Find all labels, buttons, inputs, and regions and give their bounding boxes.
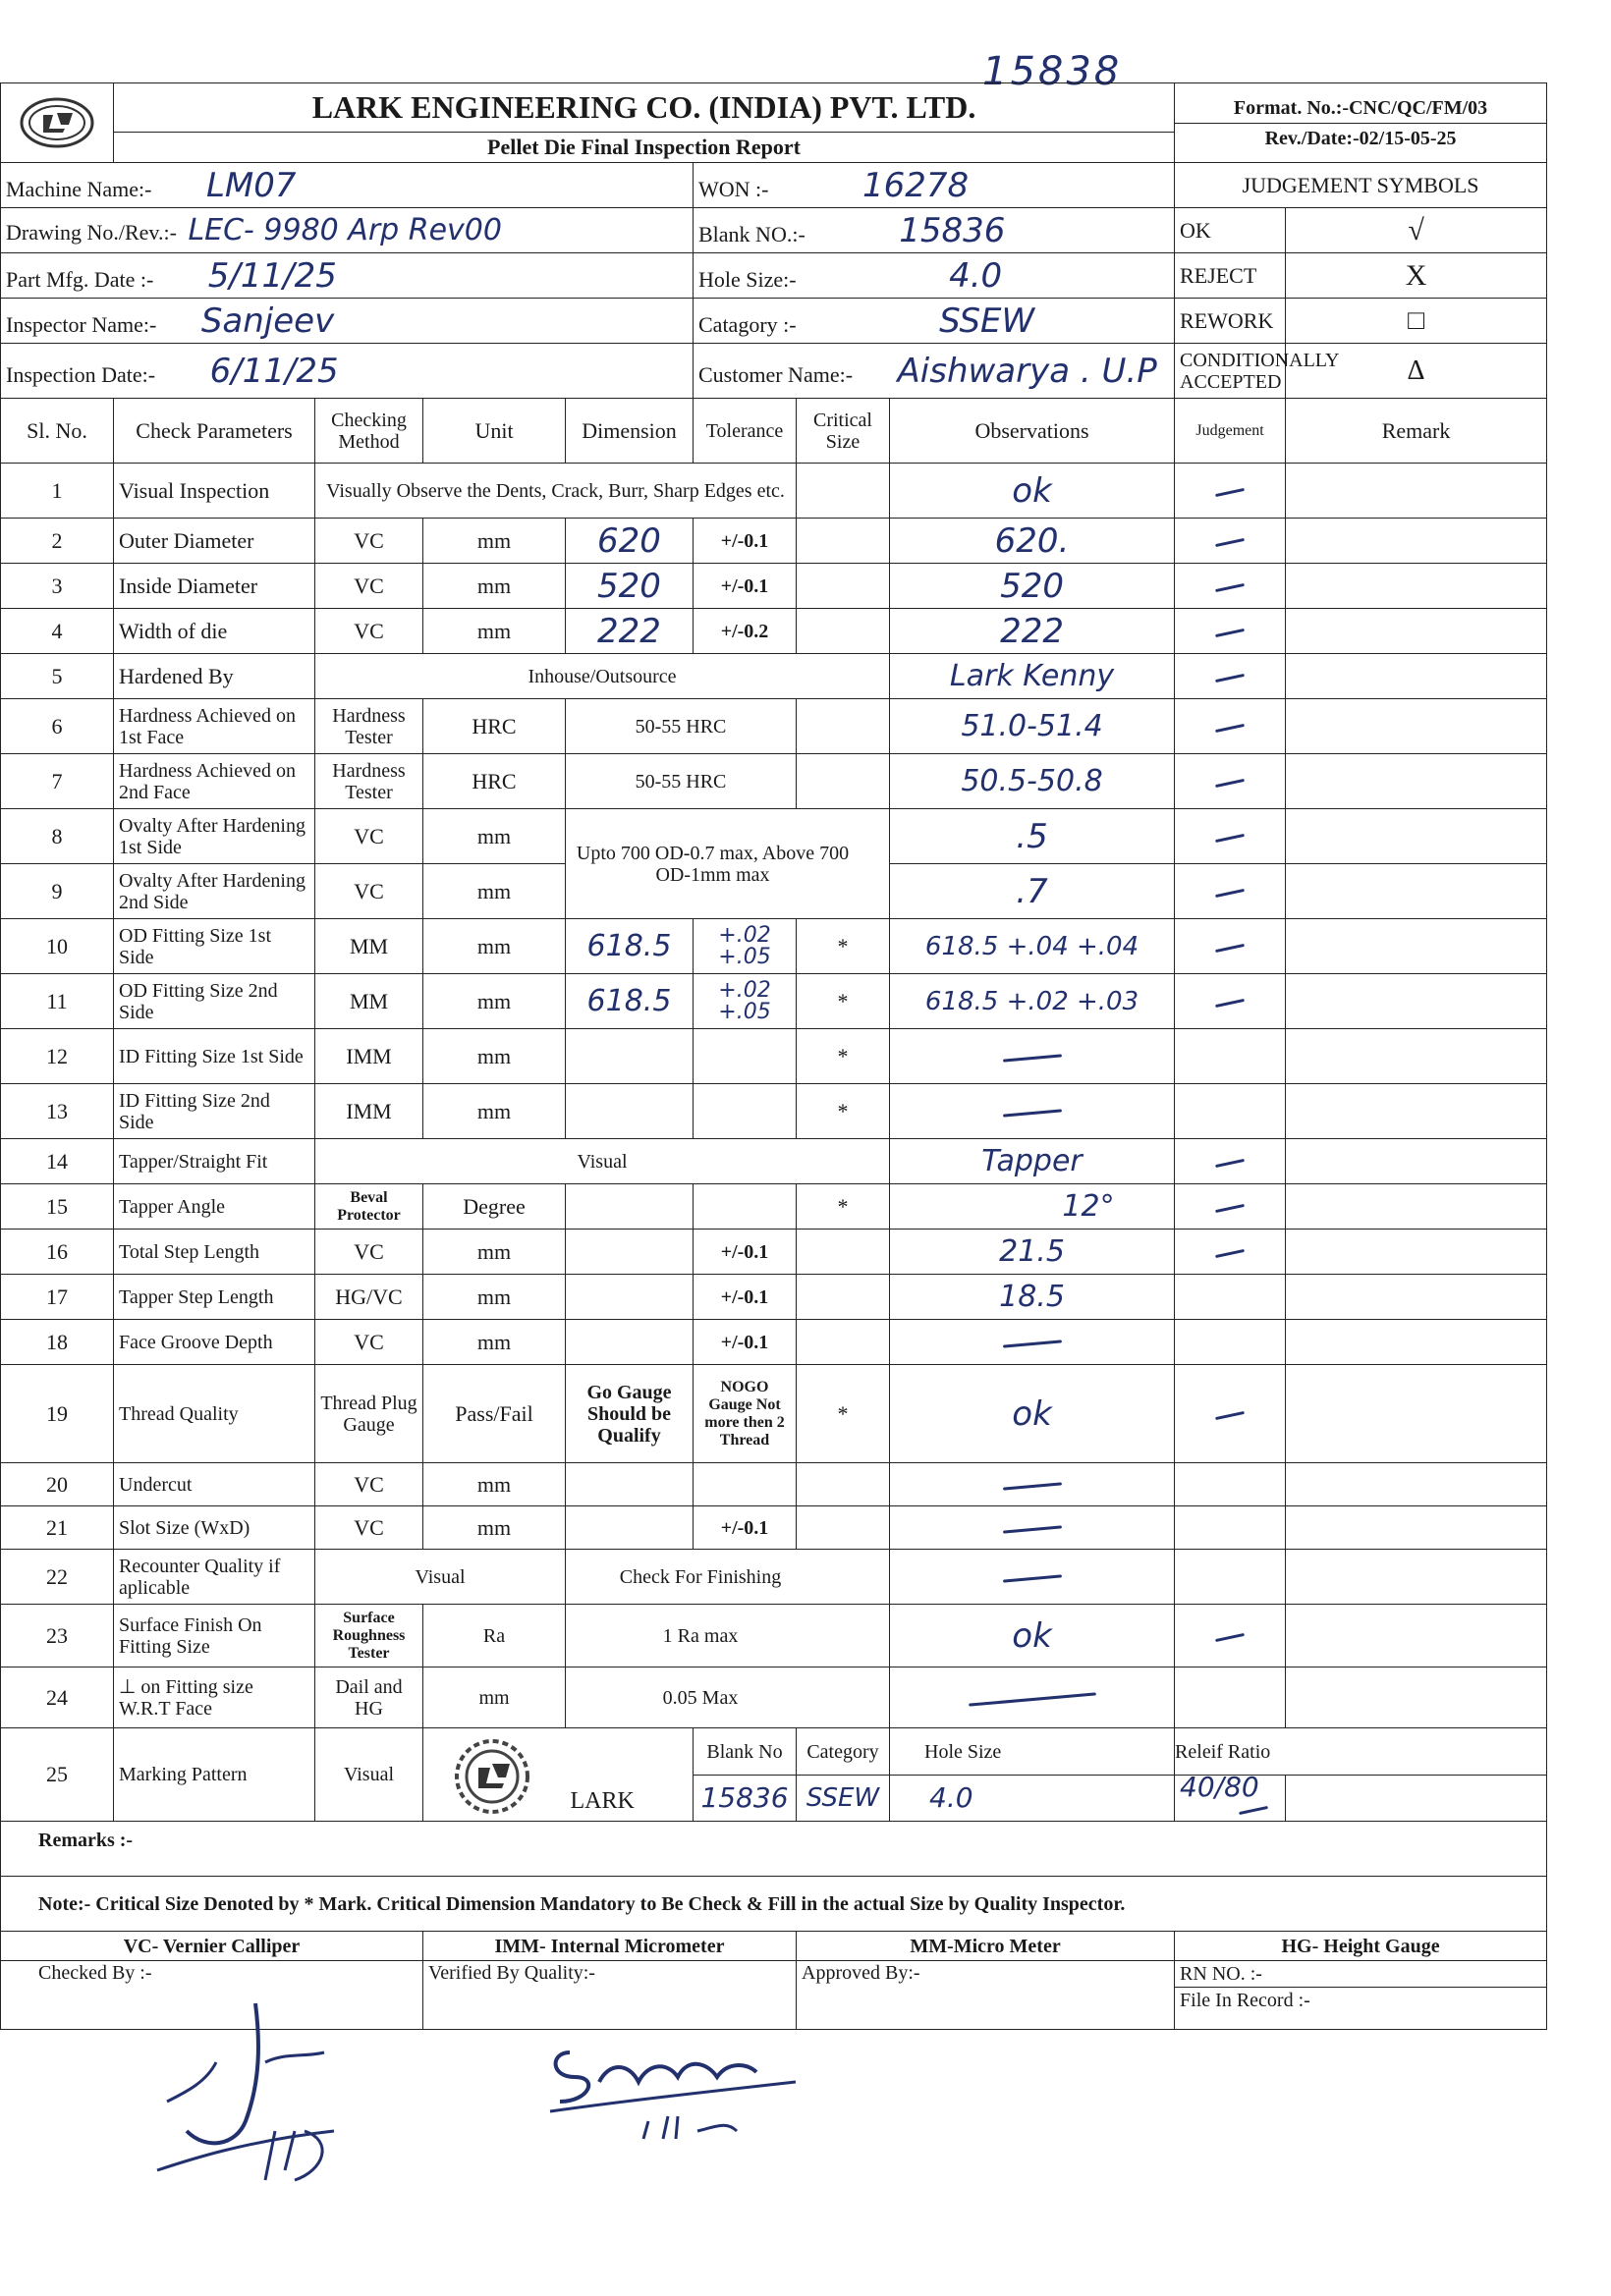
checked-by-signature (147, 1984, 344, 2200)
row-method: Hardness Tester (315, 754, 423, 809)
row-method: MM (315, 974, 423, 1029)
row-observation: .5 (890, 809, 1175, 864)
table-row (1, 1667, 1547, 1728)
row-sl: 1 (1, 464, 114, 519)
row-method: Visual (315, 1728, 423, 1822)
row-sl: 7 (1, 754, 114, 809)
checked-by-label: Checked By :- (1, 1961, 423, 2030)
row-sl: 18 (1, 1320, 114, 1365)
judgement-tick-icon (1215, 779, 1245, 788)
row-method: MM (315, 919, 423, 974)
row-sl: 25 (1, 1728, 114, 1822)
table-row (1, 1084, 1547, 1139)
judgement-tick-icon (1215, 1249, 1245, 1258)
row-unit: mm (423, 809, 566, 864)
not-applicable-dash (1002, 1054, 1061, 1062)
row-observation: Tapper (890, 1139, 1175, 1184)
tolerance-upper: +.02 (718, 977, 771, 1003)
row-observation: Lark Kenny (890, 654, 1175, 699)
tolerance-lower: +.05 (718, 944, 771, 969)
blank-no-value: 15836 (899, 210, 1006, 250)
judgement-tick-icon (1215, 724, 1245, 733)
row-merged-text: Visual (315, 1139, 890, 1184)
table-row (1, 1184, 1547, 1230)
remarks-label: Remarks :- (1, 1822, 1547, 1877)
not-applicable-dash (969, 1692, 1096, 1706)
table-row (1, 1320, 1547, 1365)
row-sl: 2 (1, 519, 114, 564)
row-method: VC (315, 1463, 423, 1506)
not-applicable-dash (1002, 1574, 1061, 1582)
col-judgement: Judgement (1175, 399, 1286, 464)
row-observation: 51.0-51.4 (890, 699, 1175, 754)
customer-name-value: Aishwarya . U.P (897, 351, 1157, 391)
judgement-tick-icon (1215, 999, 1245, 1008)
row-unit: mm (423, 974, 566, 1029)
row-observation: 618.5 +.02 +.03 (890, 974, 1175, 1029)
file-in-record-label: File In Record :- (1180, 1990, 1310, 2011)
table-row (1, 654, 1547, 699)
row-sl: 4 (1, 609, 114, 654)
col-dimension: Dimension (566, 399, 694, 464)
row-sl: 16 (1, 1230, 114, 1275)
marking-header-hole: Hole Size (890, 1728, 1175, 1776)
lark-logo-icon (18, 95, 96, 150)
row-tolerance: NOGO Gauge Not more then 2 Thread (694, 1365, 797, 1463)
row-sl: 10 (1, 919, 114, 974)
row-sl: 20 (1, 1463, 114, 1506)
row-tolerance: +/-0.1 (694, 519, 797, 564)
row-sl: 6 (1, 699, 114, 754)
category-label: Catagory :- (698, 311, 797, 337)
row-observation: .7 (890, 864, 1175, 919)
row-param: Visual Inspection (114, 464, 315, 519)
hole-size-label: Hole Size:- (698, 266, 797, 292)
critical-mark: * (797, 919, 890, 974)
row-observation: ok (890, 1605, 1175, 1667)
reject-symbol: X (1286, 253, 1547, 299)
category-value: SSEW (939, 301, 1035, 341)
row-unit: Ra (423, 1605, 566, 1667)
row-unit: mm (423, 1463, 566, 1506)
critical-mark: * (797, 1184, 890, 1230)
row-observation: 50.5-50.8 (890, 754, 1175, 809)
row-param: Hardness Achieved on 2nd Face (114, 754, 315, 809)
row-param: Tapper Step Length (114, 1275, 315, 1320)
col-tolerance: Tolerance (694, 399, 797, 464)
row-observation: 620. (890, 519, 1175, 564)
table-row (1, 1463, 1547, 1506)
row-dimension-tolerance: Check For Finishing (566, 1550, 890, 1605)
table-row (1, 1506, 1547, 1550)
row-unit: Pass/Fail (423, 1365, 566, 1463)
row-tolerance: +/-0.1 (694, 1275, 797, 1320)
row-method: VC (315, 864, 423, 919)
judgement-tick-icon (1215, 1159, 1245, 1168)
inspector-name-value: Sanjeev (200, 301, 335, 341)
row-method: VC (315, 1320, 423, 1365)
judgement-rework-label: REWORK (1175, 299, 1286, 344)
judgement-tick-icon (1215, 583, 1245, 592)
judgement-tick-icon (1215, 674, 1245, 683)
col-critical-size: Critical Size (797, 399, 890, 464)
row-method: IMM (315, 1029, 423, 1084)
part-mfg-date-value: 5/11/25 (207, 255, 337, 296)
row-tolerance: +/-0.2 (694, 609, 797, 654)
judgement-tick-icon (1215, 1411, 1245, 1420)
row-dimension-tolerance: 50-55 HRC (566, 754, 797, 809)
row-param: Recounter Quality if aplicable (114, 1550, 315, 1605)
row-observation: 18.5 (890, 1275, 1175, 1320)
judgement-symbols-title: JUDGEMENT SYMBOLS (1175, 163, 1547, 208)
row-observation: 12° (890, 1184, 1175, 1230)
not-applicable-dash (1002, 1109, 1061, 1117)
row-observation: 21.5 (890, 1230, 1175, 1275)
table-row (1, 974, 1547, 1029)
row-unit: HRC (423, 699, 566, 754)
col-unit: Unit (423, 399, 566, 464)
row-tolerance: +/-0.1 (694, 564, 797, 609)
judgement-conditional-label: CONDITIONALLY ACCEPTED (1175, 344, 1286, 399)
row-sl: 12 (1, 1029, 114, 1084)
row-param: Slot Size (WxD) (114, 1506, 315, 1550)
col-remark: Remark (1286, 399, 1547, 464)
table-row (1, 519, 1547, 564)
tolerance-lower: +.05 (718, 999, 771, 1024)
row-param: Width of die (114, 609, 315, 654)
row-unit: HRC (423, 754, 566, 809)
inspection-date-value: 6/11/25 (209, 351, 339, 391)
marking-header-releif: Releif Ratio (1175, 1728, 1547, 1776)
row-unit: mm (423, 609, 566, 654)
row-method: Dail and HG (315, 1667, 423, 1728)
row-unit: Degree (423, 1184, 566, 1230)
col-checking-method: Checking Method (315, 399, 423, 464)
judgement-tick-icon (1215, 834, 1245, 843)
row-dimension-tolerance: 0.05 Max (566, 1667, 890, 1728)
company-name: LARK ENGINEERING CO. (INDIA) PVT. LTD. (114, 83, 1174, 133)
row-unit: mm (423, 1667, 566, 1728)
judgement-ok-label: OK (1175, 208, 1286, 253)
table-row (1, 1029, 1547, 1084)
rn-no-label: RN NO. :- (1175, 1961, 1546, 1988)
row-method: Thread Plug Gauge (315, 1365, 423, 1463)
not-applicable-dash (1002, 1482, 1061, 1490)
judgement-tick-icon (1215, 538, 1245, 547)
marking-category-value: SSEW (797, 1776, 890, 1822)
row-sl: 24 (1, 1667, 114, 1728)
inspection-date-label: Inspection Date:- (6, 361, 156, 387)
table-row (1, 699, 1547, 754)
table-row (1, 1139, 1547, 1184)
row-dimension-tolerance: Upto 700 OD-0.7 max, Above 700 OD-1mm max (566, 809, 890, 919)
legend-hg: HG- Height Gauge (1175, 1932, 1547, 1961)
machine-name-value: LM07 (205, 165, 297, 205)
row-observation: 618.5 +.04 +.04 (890, 919, 1175, 974)
row-dimension-tolerance: 1 Ra max (566, 1605, 890, 1667)
row-unit: mm (423, 519, 566, 564)
judgement-tick-icon (1239, 1805, 1268, 1814)
row-param: Outer Diameter (114, 519, 315, 564)
row-dimension: 618.5 (566, 974, 694, 1029)
rework-symbol: □ (1286, 299, 1547, 344)
report-title: Pellet Die Final Inspection Report (487, 135, 801, 159)
row-sl: 17 (1, 1275, 114, 1320)
table-row (1, 1275, 1547, 1320)
row-sl: 8 (1, 809, 114, 864)
won-label: WON :- (698, 176, 769, 201)
judgement-tick-icon (1215, 889, 1245, 898)
marking-hole-value: 4.0 (890, 1776, 1175, 1822)
company-logo (1, 83, 114, 163)
col-check-parameters: Check Parameters (114, 399, 315, 464)
conditional-symbol: Δ (1286, 344, 1547, 399)
row-param: ID Fitting Size 1st Side (114, 1029, 315, 1084)
critical-mark: * (797, 1084, 890, 1139)
not-applicable-dash (1002, 1339, 1061, 1347)
drawing-number-label: Drawing No./Rev.:- (6, 220, 177, 245)
table-row (1, 464, 1547, 519)
row-method: VC (315, 609, 423, 654)
document-number: 15838 (982, 49, 1123, 94)
row-observation: 520 (890, 564, 1175, 609)
row-method: Surface Roughness Tester (315, 1605, 423, 1667)
critical-mark: * (797, 1029, 890, 1084)
blank-no-label: Blank NO.:- (698, 221, 806, 246)
table-row (1, 564, 1547, 609)
row-param: Undercut (114, 1463, 315, 1506)
marking-releif-value: 40/80 (1180, 1771, 1259, 1803)
ok-symbol: √ (1286, 208, 1547, 253)
note-text: Note:- Critical Size Denoted by * Mark. Critical Dimension Mandatory to Be Check & Fill in the actual Size by Quality Inspector. (1, 1877, 1547, 1932)
row-sl: 13 (1, 1084, 114, 1139)
judgement-tick-icon (1215, 488, 1245, 497)
row-param: ID Fitting Size 2nd Side (114, 1084, 315, 1139)
row-param: Tapper/Straight Fit (114, 1139, 315, 1184)
row-param: Inside Diameter (114, 564, 315, 609)
row-sl: 22 (1, 1550, 114, 1605)
drawing-number-value: LEC- 9980 Arp Rev00 (188, 213, 502, 247)
row-param: Marking Pattern (114, 1728, 315, 1822)
row-param: Hardness Achieved on 1st Face (114, 699, 315, 754)
row-param: Hardened By (114, 654, 315, 699)
row-dimension: Go Gauge Should be Qualify (566, 1365, 694, 1463)
machine-name-label: Machine Name:- (6, 176, 152, 201)
hole-size-value: 4.0 (949, 255, 1003, 296)
table-row (1, 1550, 1547, 1605)
row-param: Ovalty After Hardening 2nd Side (114, 864, 315, 919)
row-sl: 9 (1, 864, 114, 919)
row-tolerance: +/-0.1 (694, 1230, 797, 1275)
row-sl: 5 (1, 654, 114, 699)
table-row (1, 1365, 1547, 1463)
row-param: ⊥ on Fitting size W.R.T Face (114, 1667, 315, 1728)
format-number: Format. No.:-CNC/QC/FM/03 (1175, 93, 1546, 124)
row-method: VC (315, 1230, 423, 1275)
row-method: Hardness Tester (315, 699, 423, 754)
won-value: 16278 (861, 165, 970, 205)
form-table (0, 82, 1547, 2030)
row-dimension: 222 (566, 609, 694, 654)
row-method-unit: Visual (315, 1550, 566, 1605)
row-param: Thread Quality (114, 1365, 315, 1463)
col-sl-no: Sl. No. (1, 399, 114, 464)
table-row (1, 809, 1547, 864)
row-unit: mm (423, 1230, 566, 1275)
critical-mark: * (797, 974, 890, 1029)
row-unit: mm (423, 1506, 566, 1550)
approved-by-label: Approved By:- (797, 1961, 1175, 2030)
row-method: VC (315, 809, 423, 864)
row-merged-text: Visually Observe the Dents, Crack, Burr, Sharp Edges etc. (315, 464, 797, 519)
table-row (1, 1605, 1547, 1667)
customer-name-label: Customer Name:- (698, 361, 854, 387)
not-applicable-dash (1002, 1525, 1061, 1533)
marking-header-category: Category (797, 1728, 890, 1776)
marking-lark-text: LARK (570, 1788, 635, 1814)
row-tolerance: +/-0.1 (694, 1320, 797, 1365)
marking-header-blank: Blank No (694, 1728, 797, 1776)
inspector-name-label: Inspector Name:- (6, 311, 157, 337)
row-dimension: 618.5 (566, 919, 694, 974)
marking-logo-icon (423, 1732, 561, 1821)
row-unit: mm (423, 1275, 566, 1320)
judgement-tick-icon (1215, 1633, 1245, 1642)
inspection-form (0, 82, 1546, 2030)
row-observation: 222 (890, 609, 1175, 654)
row-param: Tapper Angle (114, 1184, 315, 1230)
row-method: IMM (315, 1084, 423, 1139)
row-dimension: 520 (566, 564, 694, 609)
row-observation: ok (890, 1365, 1175, 1463)
row-dimension: 620 (566, 519, 694, 564)
table-row (1, 609, 1547, 654)
row-method: VC (315, 564, 423, 609)
row-unit: mm (423, 1320, 566, 1365)
judgement-tick-icon (1215, 944, 1245, 953)
judgement-tick-icon (1215, 629, 1245, 637)
table-row (1, 754, 1547, 809)
row-unit: mm (423, 564, 566, 609)
row-sl: 23 (1, 1605, 114, 1667)
row-method: Beval Protector (315, 1184, 423, 1230)
row-param: Ovalty After Hardening 1st Side (114, 809, 315, 864)
row-sl: 21 (1, 1506, 114, 1550)
table-row-marking-header (1, 1728, 1547, 1776)
row-unit: mm (423, 1029, 566, 1084)
row-param: OD Fitting Size 1st Side (114, 919, 315, 974)
row-unit: mm (423, 919, 566, 974)
critical-mark: * (797, 1365, 890, 1463)
table-row (1, 919, 1547, 974)
row-observation: ok (890, 464, 1175, 519)
judgement-reject-label: REJECT (1175, 253, 1286, 299)
legend-imm: IMM- Internal Micrometer (423, 1932, 797, 1961)
tolerance-upper: +.02 (718, 922, 771, 948)
part-mfg-date-label: Part Mfg. Date :- (6, 266, 154, 292)
row-param: Total Step Length (114, 1230, 315, 1275)
row-merged-text: Inhouse/Outsource (315, 654, 890, 699)
legend-vc: VC- Vernier Calliper (1, 1932, 423, 1961)
row-tolerance: +/-0.1 (694, 1506, 797, 1550)
table-row (1, 1230, 1547, 1275)
verified-by-signature (530, 2023, 825, 2141)
verified-by-label: Verified By Quality:- (423, 1961, 797, 2030)
marking-blank-value: 15836 (694, 1776, 797, 1822)
row-method: VC (315, 519, 423, 564)
row-param: OD Fitting Size 2nd Side (114, 974, 315, 1029)
row-dimension-tolerance: 50-55 HRC (566, 699, 797, 754)
row-method: VC (315, 1506, 423, 1550)
row-unit: mm (423, 864, 566, 919)
row-sl: 14 (1, 1139, 114, 1184)
row-sl: 3 (1, 564, 114, 609)
row-sl: 15 (1, 1184, 114, 1230)
row-param: Face Groove Depth (114, 1320, 315, 1365)
row-sl: 11 (1, 974, 114, 1029)
col-observations: Observations (890, 399, 1175, 464)
row-sl: 19 (1, 1365, 114, 1463)
row-method: HG/VC (315, 1275, 423, 1320)
revision-date: Rev./Date:-02/15-05-25 (1264, 127, 1457, 149)
row-unit: mm (423, 1084, 566, 1139)
row-param: Surface Finish On Fitting Size (114, 1605, 315, 1667)
legend-mm: MM-Micro Meter (797, 1932, 1175, 1961)
judgement-tick-icon (1215, 1204, 1245, 1213)
